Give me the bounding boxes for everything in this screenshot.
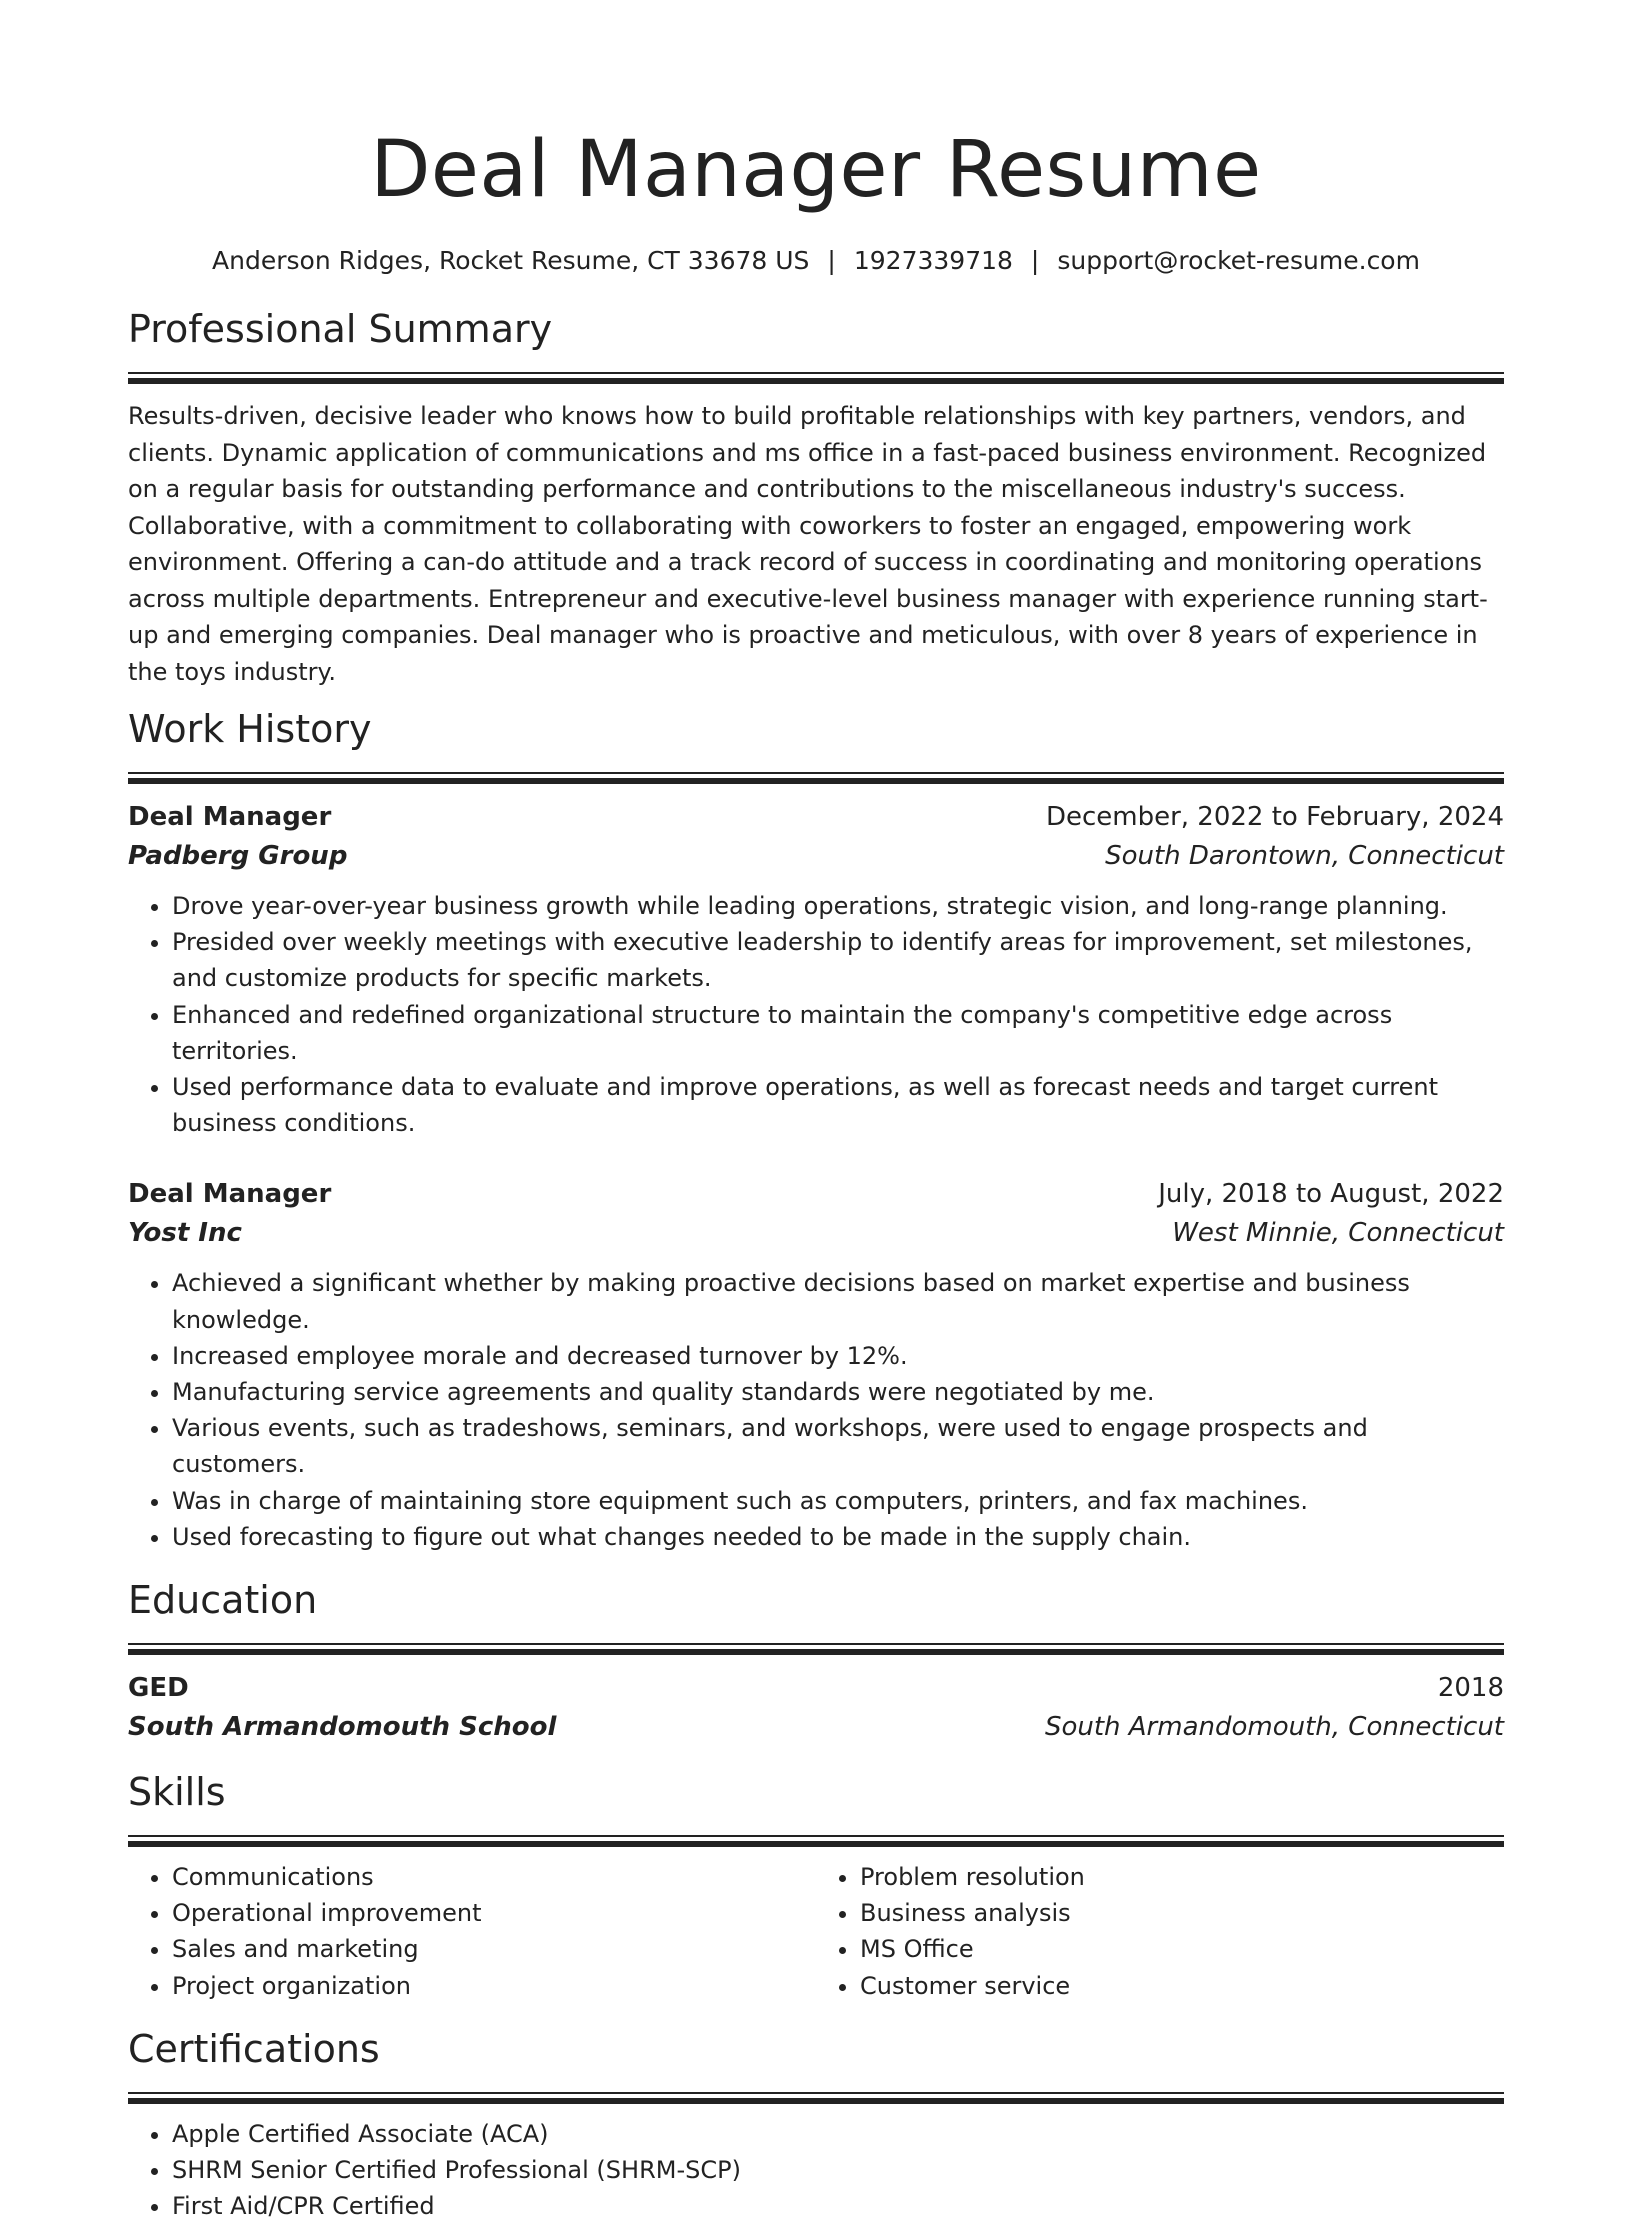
contact-address: Anderson Ridges, Rocket Resume, CT 33678 US <box>212 246 810 275</box>
contact-phone: 1927339718 <box>853 246 1013 275</box>
job-bullet-list <box>128 888 1504 1141</box>
section-divider <box>128 1835 1504 1847</box>
section-heading: Professional Summary <box>128 307 553 351</box>
skill-item: • Project organization <box>172 1968 816 2004</box>
certifications-section <box>128 2024 1504 2224</box>
section-heading: Work History <box>128 707 372 751</box>
job-company: Yost Inc <box>128 1218 242 1249</box>
section-divider <box>128 2092 1504 2104</box>
contact-separator: | <box>1030 246 1040 275</box>
skill-item: • Operational improvement <box>172 1895 816 1931</box>
list-item: • Various events, such as tradeshows, seminars, and workshops, were used to engage prospects and customers. <box>172 1410 1504 1482</box>
skills-list-left <box>128 1859 816 2004</box>
job-header-row <box>128 798 1504 837</box>
list-item: • Manufacturing service agreements and quality standards were negotiated by me. <box>172 1374 1504 1410</box>
education-degree: GED <box>128 1673 189 1704</box>
work-history-section <box>128 704 1504 1555</box>
list-item: • Presided over weekly meetings with executive leadership to identify areas for improvement, set milestones, and customize products for specific markets. <box>172 924 1504 996</box>
section-divider <box>128 772 1504 784</box>
skill-item: • Problem resolution <box>860 1859 1504 1895</box>
contact-line <box>128 244 1504 278</box>
list-item: • Drove year-over-year business growth while leading operations, strategic vision, and long-range planning. <box>172 888 1504 924</box>
section-heading: Skills <box>128 1770 226 1815</box>
job-company-row <box>128 1214 1504 1253</box>
job-location: South Darontown, Connecticut <box>1105 841 1504 871</box>
skill-item: • Customer service <box>860 1968 1504 2004</box>
list-item: • Was in charge of maintaining store equipment such as computers, printers, and fax machines. <box>172 1483 1504 1519</box>
skill-item: • MS Office <box>860 1931 1504 1967</box>
job-title: Deal Manager <box>128 802 332 832</box>
list-item: • Used forecasting to figure out what changes needed to be made in the supply chain. <box>172 1519 1504 1555</box>
job-company-row <box>128 837 1504 876</box>
job-entry <box>128 1175 1504 1555</box>
section-heading: Education <box>128 1578 318 1623</box>
list-item: • Enhanced and redefined organizational structure to maintain the company's competitive edge across territories. <box>172 997 1504 1069</box>
section-divider <box>128 372 1504 384</box>
skills-grid <box>128 1847 1504 2004</box>
section-heading: Certifications <box>128 2026 380 2071</box>
skills-section <box>128 1767 1504 2004</box>
education-location: South Armandomouth, Connecticut <box>1044 1712 1504 1743</box>
education-school: South Armandomouth School <box>128 1712 557 1743</box>
skill-item: • Business analysis <box>860 1895 1504 1931</box>
job-dates: December, 2022 to February, 2024 <box>1045 802 1504 832</box>
education-school-row <box>128 1708 1504 1747</box>
job-company: Padberg Group <box>128 841 348 871</box>
skills-list-right <box>816 1859 1504 2004</box>
certification-item: • Apple Certified Associate (ACA) <box>172 2116 1504 2152</box>
list-item: • Increased employee morale and decreased turnover by 12%. <box>172 1338 1504 1374</box>
job-header-row <box>128 1175 1504 1214</box>
education-entry <box>128 1669 1504 1747</box>
job-location: West Minnie, Connecticut <box>1172 1218 1504 1249</box>
job-title: Deal Manager <box>128 1179 332 1210</box>
list-item: • Used performance data to evaluate and improve operations, as well as forecast needs and target current business conditions. <box>172 1069 1504 1141</box>
job-bullet-list <box>128 1265 1504 1555</box>
skill-item: • Communications <box>172 1859 816 1895</box>
section-divider <box>128 1643 1504 1655</box>
job-dates: July, 2018 to August, 2022 <box>1158 1179 1504 1210</box>
education-section <box>128 1575 1504 1747</box>
skill-item: • Sales and marketing <box>172 1931 816 1967</box>
certification-item: • First Aid/CPR Certified <box>172 2188 1504 2224</box>
certifications-list <box>128 2116 1504 2224</box>
list-item: • Achieved a significant whether by making proactive decisions based on market expertise and business knowledge. <box>172 1265 1504 1337</box>
education-year: 2018 <box>1437 1673 1504 1704</box>
summary-text: Results-driven, decisive leader who knows how to build profitable relationships with key partners, vendors, and clients. Dynamic application of communications and ms office in a fast-paced business environment. Recognized on a regular basis for outstanding performance and contributions to the miscellaneous industry's success. Collaborative, with a commitment to collaborating with coworkers to foster an engaged, empowering work environment. Offering a can-do attitude and a track record of success in coordinating and monitoring operations across multiple departments. Entrepreneur and executive-level business manager with experience running start-up and emerging companies. Deal manager who is proactive and meticulous, with over 8 years of experience in the toys industry. <box>128 402 1488 686</box>
contact-separator: | <box>827 246 836 275</box>
job-entry <box>128 798 1504 1141</box>
summary-section <box>128 304 1504 690</box>
certification-item: • SHRM Senior Certified Professional (SHRM-SCP) <box>172 2152 1504 2188</box>
resume-title: Deal Manager Resume <box>370 125 1262 215</box>
contact-email[interactable]: support@rocket-resume.com <box>1057 246 1420 275</box>
education-header-row <box>128 1669 1504 1708</box>
